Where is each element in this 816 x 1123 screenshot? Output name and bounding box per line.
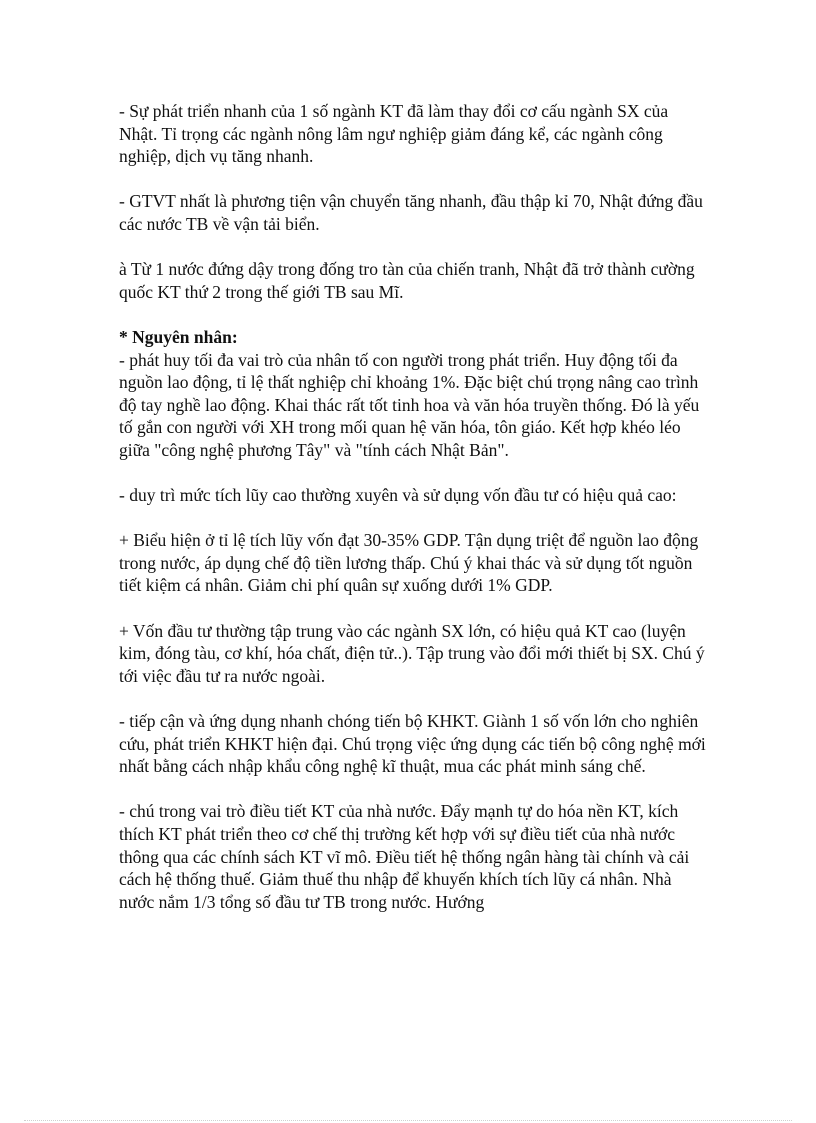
document-body xyxy=(119,100,709,913)
page-bottom-divider xyxy=(24,1120,792,1121)
paragraph-state-regulation: - chú trong vai trò điều tiết KT của nhà nước. Đẩy mạnh tự do hóa nền KT, kích thích KT phát triển theo cơ chế thị trường kết hợp với sự điều tiết của nhà nước thông qua các chính sách KT vĩ mô. Điều tiết hệ thống ngân hàng tài chính và cải cách hệ thống thuế. Giảm thuế thu nhập để khuyến khích tích lũy cá nhân. Nhà nước nắm 1/3 tổng số đầu tư TB trong nước. Hướng xyxy=(119,801,690,912)
paragraph-economic-structure: - Sự phát triển nhanh của 1 số ngành KT đã làm thay đổi cơ cấu ngành SX của Nhật. Tỉ trọng các ngành nông lâm ngư nghiệp giảm đáng kể, các ngành công nghiệp, dịch vụ tăng nhanh. xyxy=(119,101,669,167)
paragraph-accumulation-rate: + Biểu hiện ở tỉ lệ tích lũy vốn đạt 30-35% GDP. Tận dụng triệt để nguồn lao động trong nước, áp dụng chế độ tiền lương thấp. Chú ý khai thác và sử dụng tốt nguồn tiết kiệm cá nhân. Giảm chi phí quân sự xuống dưới 1% GDP. xyxy=(119,530,699,596)
paragraph-human-factor: - phát huy tối đa vai trò của nhân tố con người trong phát triển. Huy động tối đa nguồn lao động, tỉ lệ thất nghiệp chỉ khoảng 1%. Đặc biệt chú trọng nâng cao trình độ tay nghề lao động. Khai thác rất tốt tinh hoa và văn hóa truyền thống. Đó là yếu tố gắn con người với XH trong mối quan hệ văn hóa, tôn giáo. Kết hợp khéo léo giữa "công nghệ phương Tây" và "tính cách Nhật Bản". xyxy=(119,349,700,460)
section-heading-causes: * Nguyên nhân: xyxy=(119,326,238,347)
paragraph-science-technology: - tiếp cận và ứng dụng nhanh chóng tiến bộ KHKT. Giành 1 số vốn lớn cho nghiên cứu, phát triển KHKT hiện đại. Chú trọng việc ứng dụng các tiến bộ công nghệ mới nhất bằng cách nhập khẩu công nghệ kĩ thuật, mua các phát minh sáng chế. xyxy=(119,711,706,777)
paragraph-accumulation: - duy trì mức tích lũy cao thường xuyên và sử dụng vốn đầu tư có hiệu quả cao: xyxy=(119,485,677,506)
paragraph-conclusion: à Từ 1 nước đứng dậy trong đống tro tàn của chiến tranh, Nhật đã trở thành cường quốc KT thứ 2 trong thế giới TB sau Mĩ. xyxy=(119,259,695,302)
paragraph-investment-focus: + Vốn đầu tư thường tập trung vào các ngành SX lớn, có hiệu quả KT cao (luyện kim, đóng tàu, cơ khí, hóa chất, điện tử..). Tập trung vào đổi mới thiết bị SX. Chú ý tới việc đầu tư ra nước ngoài. xyxy=(119,620,705,686)
paragraph-transport: - GTVT nhất là phương tiện vận chuyển tăng nhanh, đầu thập kỉ 70, Nhật đứng đầu các nước TB về vận tải biển. xyxy=(119,191,703,234)
